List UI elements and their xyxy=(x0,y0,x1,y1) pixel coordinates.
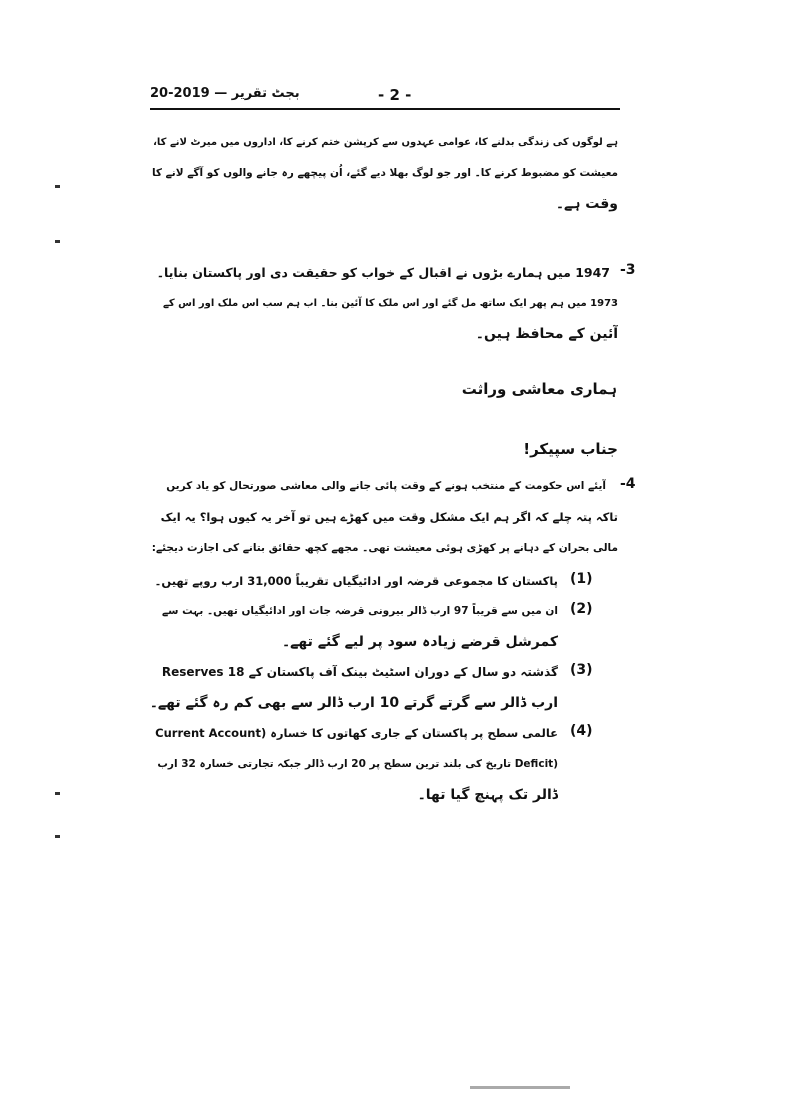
fact-item-2 xyxy=(148,596,558,658)
page-number: - 2 - xyxy=(378,86,412,104)
text-line: ہے لوگوں کی زندگی بدلنے کا، عوامی عہدوں سے کرپشن ختم کرنے کا، اداروں میں میرٹ لانے کا، xyxy=(153,137,618,148)
paragraph-2 xyxy=(148,127,618,220)
scan-mark xyxy=(55,240,60,243)
scan-mark xyxy=(55,835,60,838)
item-number: (3) xyxy=(570,662,593,678)
address-line: جناب سپیکر! xyxy=(523,440,618,458)
text-line: 1973 میں ہم پھر ایک ساتھ مل گئے اور اس ملک کا آئین بنا۔ اب ہم سب اس ملک اور اس کے xyxy=(162,298,618,309)
paragraph-4-cont xyxy=(148,502,618,564)
fact-item-3 xyxy=(148,657,558,719)
text-line: آیئے اس حکومت کے منتخب ہونے کے وقت پائی جانے والی معاشی صورتحال کو یاد کریں xyxy=(166,480,606,492)
paragraph-4 xyxy=(148,471,606,502)
page-header xyxy=(150,86,620,108)
item-number: (2) xyxy=(570,601,593,617)
fact-item-1 xyxy=(148,566,558,597)
header-rule xyxy=(150,108,620,110)
paragraph-number: -4 xyxy=(620,476,636,492)
paragraph-3-cont xyxy=(148,288,618,350)
text-line: عالمی سطح پر پاکستان کے جاری کھاتوں کا خسارہ (Current Account xyxy=(155,726,558,740)
text-line: ان میں سے قریباً 97 ارب ڈالر بیرونی قرضہ جات اور ادائیگیاں تھیں۔ بہت سے xyxy=(162,605,558,617)
scan-mark xyxy=(55,185,60,188)
paragraph-3 xyxy=(148,257,610,288)
item-number: (1) xyxy=(570,571,593,587)
text-line: وقت ہے۔ xyxy=(555,196,618,212)
section-heading: ہماری معاشی وراثت xyxy=(461,380,617,398)
text-line: آئین کے محافظ ہیں۔ xyxy=(475,326,618,342)
text-line: مالی بحران کے دہانے پر کھڑی ہوئی معیشت تھی۔ مجھے کچھ حقائق بتانے کی اجازت دیجئے: xyxy=(151,542,618,554)
text-line: کمرشل قرضے زیادہ سود پر لیے گئے تھے۔ xyxy=(281,634,558,650)
scan-mark xyxy=(55,792,60,795)
text-line: ارب ڈالر سے گرتے گرتے 10 ارب ڈالر سے بھی کم رہ گئے تھے۔ xyxy=(149,695,558,711)
text-line: تاکہ پتہ چلے کہ اگر ہم ایک مشکل وقت میں کھڑے ہیں تو آخر یہ کیوں ہوا؟ یہ ایک xyxy=(160,510,618,524)
text-line: پاکستان کا مجموعی قرضہ اور ادائیگیاں تقریباً 31,000 ارب روپے تھیں۔ xyxy=(154,574,558,588)
item-number: (4) xyxy=(570,723,593,739)
text-line: (Deficit تاریخ کی بلند ترین سطح پر 20 ارب ڈالر جبکہ تجارتی خسارہ 32 ارب xyxy=(157,758,558,770)
text-line: معیشت کو مضبوط کرنے کا۔ اور جو لوگ بھلا دیے گئے، اُن پیچھے رہ جانے والوں کو آگے لانے کا xyxy=(151,167,618,179)
footer-scan-line xyxy=(470,1086,570,1089)
text-line: ڈالر تک پہنچ گیا تھا۔ xyxy=(417,787,558,803)
paragraph-number: -3 xyxy=(620,262,636,278)
text-line: گذشتہ دو سال کے دوران اسٹیٹ بینک آف پاکستان کے Reserves 18 xyxy=(161,665,558,679)
header-title: بجٹ تقریر — 2019-20 xyxy=(150,86,300,101)
text-line: 1947 میں ہمارے بڑوں نے اقبال کے خواب کو حقیقت دی اور پاکستان بنایا۔ xyxy=(156,265,610,280)
fact-item-4 xyxy=(148,718,558,811)
